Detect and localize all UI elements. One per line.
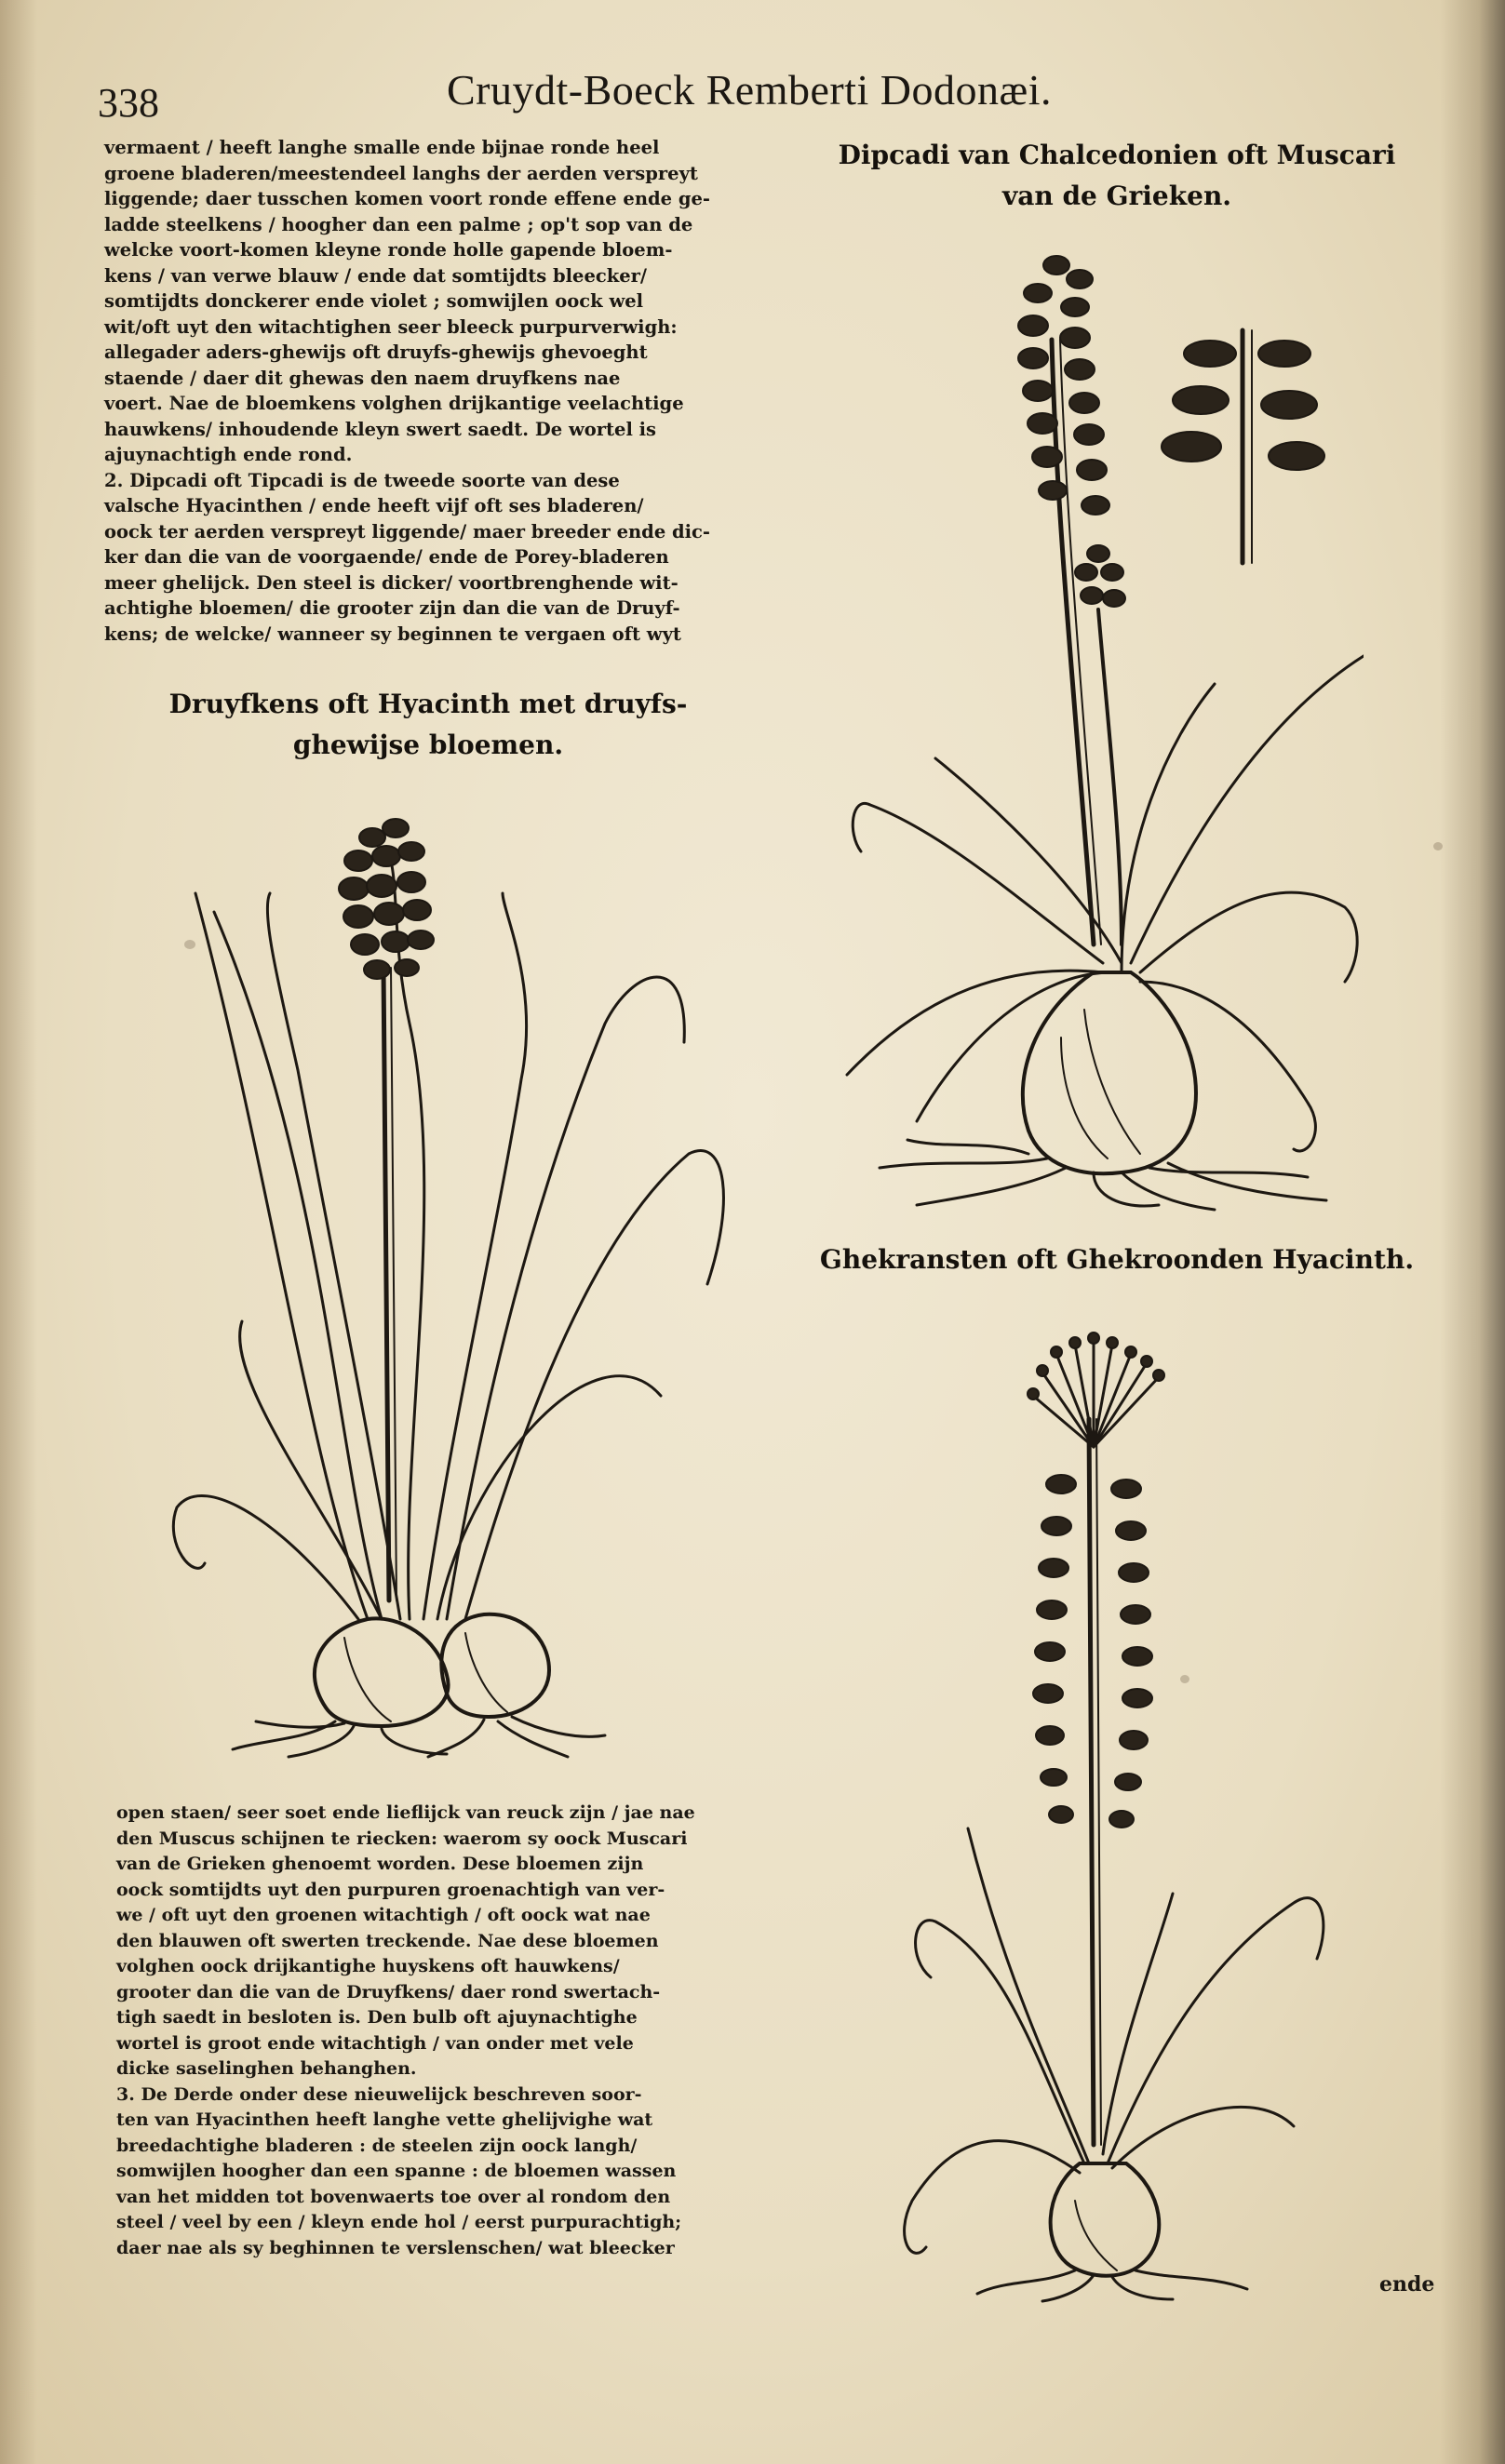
caption-line: Dipcadi van Chalcedonien oft Muscari: [838, 140, 1396, 170]
text-line: kens; de welcke/ wanneer sy beginnen te vergaen oft wyt: [104, 623, 681, 645]
ink-spot: [1433, 842, 1443, 850]
text-line: vermaent / heeft langhe smalle ende bijnae ronde heel: [104, 137, 660, 158]
text-line: daer nae als sy beghinnen te verslenschen/ wat bleecker: [116, 2237, 675, 2258]
caption-muscari: [763, 135, 1471, 217]
running-head: Cruydt-Boeck Remberti Dodonæi.: [447, 66, 1052, 114]
text-line: achtighe bloemen/ die grooter zijn dan die van de Druyf-: [104, 597, 680, 619]
text-line: grooter dan die van de Druyfkens/ daer rond swertach-: [116, 1981, 661, 2002]
crowned-hyacinth-illustration: [894, 1307, 1377, 2303]
text-line: dicke saselinghen behanghen.: [116, 2058, 417, 2079]
text-line: van het midden tot bovenwaerts toe over al rondom den: [116, 2186, 671, 2207]
grape-hyacinth-illustration: [168, 800, 745, 1759]
body-text-bottom: [116, 1801, 759, 2261]
text-line: hauwkens/ inhoudende kleyn swert saedt. De wortel is: [104, 418, 657, 440]
text-line: van de Grieken ghenoemt worden. Dese bloemen zijn: [116, 1854, 644, 1874]
text-line: oock ter aerden verspreyt liggende/ maer breeder ende dic-: [104, 520, 711, 542]
page-number: 338: [98, 80, 159, 126]
text-line: ten van Hyacinthen heeft langhe vette ghelijvighe wat: [116, 2109, 653, 2130]
text-line: den blauwen oft swerten treckende. Nae dese bloemen: [116, 1930, 659, 1951]
text-line: volghen oock drijkantighe huyskens oft hauwkens/: [116, 1956, 620, 1976]
text-line: allegader aders-ghewijs oft druyfs-ghewijs ghevoeght: [104, 341, 648, 363]
text-line: ker dan die van de voorgaende/ ende de Porey-bladeren: [104, 546, 669, 568]
catchword: ende: [1379, 2272, 1435, 2297]
text-line: open staen/ seer soet ende lieflijck van reuck zijn / jae nae: [116, 1802, 695, 1823]
text-line: breedachtighe bladeren : de steelen zijn oock langh/: [116, 2135, 638, 2156]
text-line: welcke voort-komen kleyne ronde holle gapende bloem-: [104, 239, 673, 261]
text-line: staende / daer dit ghewas den naem druyfkens nae: [104, 367, 621, 389]
caption-line: ghewijse bloemen.: [292, 730, 564, 760]
caption-line: Ghekransten oft Ghekroonden Hyacinth.: [819, 1244, 1415, 1275]
text-line: ladde steelkens / hoogher dan een palme ; op't sop van de: [104, 213, 693, 235]
body-text-top: [104, 135, 756, 647]
text-line: kens / van verwe blauw / ende dat somtijdts bleecker/: [104, 264, 648, 287]
text-line: somwijlen hoogher dan een spanne : de bloemen wassen: [116, 2161, 677, 2181]
text-line: wit/oft uyt den witachtighen seer bleeck purpurverwigh:: [104, 315, 678, 338]
text-line: oock somtijdts uyt den purpuren groenachtigh van ver-: [116, 1879, 665, 1900]
book-spine-shadow: [1440, 0, 1505, 2464]
caption-line: van de Grieken.: [1001, 181, 1232, 211]
page-edge-shadow: [0, 0, 37, 2464]
text-line: somtijdts donckerer ende violet ; somwijlen oock wel: [104, 290, 644, 312]
text-line: den Muscus schijnen te riecken: waerom sy oock Muscari: [116, 1828, 688, 1849]
text-line: voert. Nae de bloemkens volghen drijkantige veelachtige: [104, 393, 684, 414]
crowned-hyacinth-woodcut: [894, 1307, 1377, 2303]
caption-line: Druyfkens oft Hyacinth met druyfs-: [168, 689, 688, 719]
text-line: liggende; daer tusschen komen voort ronde effene ende ge-: [104, 188, 710, 209]
text-line: wortel is groot ende witachtigh / van onder met vele: [116, 2032, 634, 2054]
text-line: tigh saedt in besloten is. Den bulb oft ajuynachtighe: [116, 2007, 638, 2028]
text-line: groene bladeren/meestendeel langhs der aerden verspreyt: [104, 162, 698, 184]
muscari-illustration: [842, 237, 1364, 1214]
text-line: 3. De Derde onder dese nieuwelijck beschreven soor-: [116, 2083, 642, 2105]
text-line: we / oft uyt den groenen witachtigh / oft oock wat nae: [116, 1905, 651, 1925]
text-line: meer ghelijck. Den steel is dicker/ voortbrenghende wit-: [104, 571, 679, 594]
text-line: 2. Dipcadi oft Tipcadi is de tweede soorte van dese: [104, 469, 620, 491]
caption-crowned-hyacinth: [773, 1239, 1461, 1280]
text-line: ajuynachtigh ende rond.: [104, 444, 353, 465]
text-line: steel / veel by een / kleyn ende hol / eerst purpurachtigh;: [116, 2212, 682, 2232]
caption-grape-hyacinth: [121, 684, 735, 766]
muscari-woodcut: [842, 237, 1364, 1214]
text-line: valsche Hyacinthen / ende heeft vijf oft ses bladeren/: [104, 495, 644, 516]
grape-hyacinth-woodcut: [168, 800, 745, 1759]
